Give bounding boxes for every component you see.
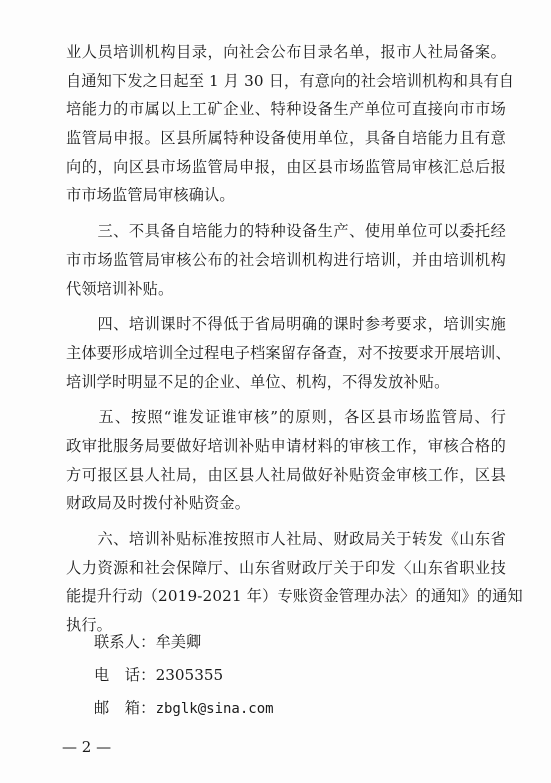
text-line: 向的，向区县市场监管局申报，由区县市场监管局审核汇总后报 bbox=[66, 157, 506, 176]
contact-label: 联系人： bbox=[94, 633, 156, 651]
contact-value: 2305355 bbox=[155, 666, 224, 684]
contact-block bbox=[94, 626, 474, 725]
paragraph-item-4 bbox=[66, 310, 511, 396]
contact-row bbox=[94, 659, 474, 692]
contact-row bbox=[94, 692, 474, 725]
text-line: 主体要形成培训全过程电子档案留存备查，对不按要求开展培训、 bbox=[66, 343, 511, 362]
paragraph-item-3 bbox=[66, 217, 506, 303]
page-number: — 2 — bbox=[62, 738, 112, 756]
text-line: 自通知下发之日起至 1 月 30 日，有意向的社会培训机构和具有自 bbox=[66, 71, 515, 90]
text-line: 方可报区县人社局，由区县人社局做好补贴资金审核工作，区县 bbox=[66, 465, 506, 484]
text-line: 四、培训课时不得低于省局明确的课时参考要求，培训实施 bbox=[66, 315, 506, 334]
paragraph-item-5 bbox=[66, 403, 506, 518]
contact-label: 电 话： bbox=[94, 666, 156, 684]
text-line: 代领培训补贴。 bbox=[66, 279, 174, 298]
paragraph-item-6 bbox=[66, 525, 523, 640]
text-line: 政审批服务局要做好培训补贴申请材料的审核工作，审核合格的 bbox=[66, 436, 506, 455]
text-line: 五、按照“谁发证谁审核”的原则，各区县市场监管局、行 bbox=[66, 408, 506, 427]
text-line: 监管局申报。区县所属特种设备使用单位，具备自培能力且有意 bbox=[66, 129, 506, 148]
contact-value: zbglk@sina.com bbox=[155, 701, 274, 717]
contact-value: 牟美卿 bbox=[155, 633, 202, 651]
document-body bbox=[66, 38, 523, 640]
text-line: 财政局及时拨付补贴资金。 bbox=[66, 494, 251, 513]
text-line: 业人员培训机构目录，向社会公布目录名单，报市人社局备案。 bbox=[66, 43, 506, 61]
text-line: 市市场监管局审核确认。 bbox=[66, 186, 235, 205]
text-line: 市市场监管局审核公布的社会培训机构进行培训，并由培训机构 bbox=[66, 250, 506, 269]
text-line: 三、不具备自培能力的特种设备生产、使用单位可以委托经 bbox=[66, 222, 506, 241]
text-line: 六、培训补贴标准按照市人社局、财政局关于转发《山东省 bbox=[66, 530, 506, 548]
text-line: 培能力的市属以上工矿企业、特种设备生产单位可直接向市市场 bbox=[66, 100, 506, 119]
contact-row bbox=[94, 626, 474, 659]
text-line: 能提升行动（2019-2021 年）专账资金管理办法〉的通知》的通知 bbox=[66, 587, 523, 606]
text-line: 执行。 bbox=[66, 616, 113, 635]
text-line: 人力资源和社会保障厅、山东省财政厅关于印发〈山东省职业技 bbox=[66, 558, 506, 577]
contact-label: 邮 箱： bbox=[94, 699, 156, 717]
text-line: 培训学时明显不足的企业、单位、机构，不得发放补贴。 bbox=[66, 372, 450, 391]
paragraph-continuation bbox=[66, 38, 515, 210]
